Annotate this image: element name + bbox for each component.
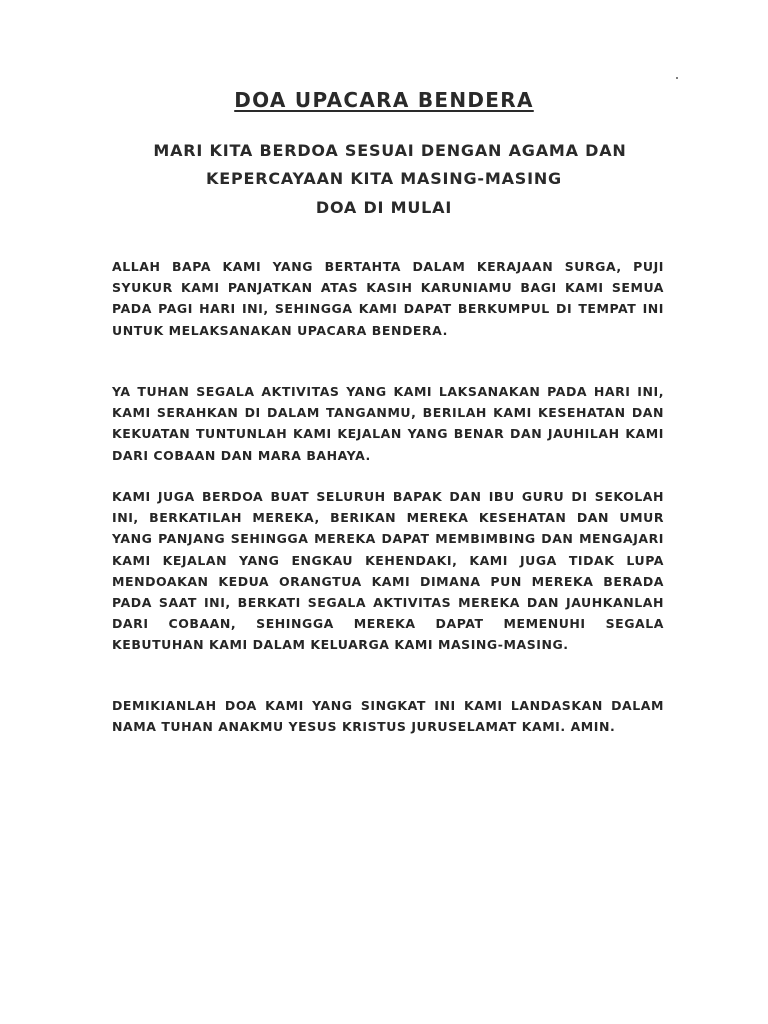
prayer-paragraph-3: KAMI JUGA BERDOA BUAT SELURUH BAPAK DAN IBU GURU DI SEKOLAH INI, BERKATILAH MEREKA, BERIKAN MEREKA KESEHATAN DAN UMUR YANG PANJANG SEHINGGA MEREKA DAPAT MEMBIMBING DAN MENGAJARI KAMI KEJALAN YANG ENGKAU KEHENDAKI, KAMI JUGA TIDAK LUPA MENDOAKAN KEDUA ORANGTUA KAMI DIMANA PUN MEREKA BERADA PADA SAAT INI, BERKATI SEGALA AKTIVITAS MEREKA DAN JAUHKANLAH DARI COBAAN, SEHINGGA MEREKA DAPAT MEMENUHI SEGALA KEBUTUHAN KAMI DALAM KELUARGA KAMI MASING-MASING. xyxy=(112,489,664,653)
subheading-line-2: KEPERCAYAAN KITA MASING-MASING xyxy=(206,169,562,188)
subheading-line-3: DOA DI MULAI xyxy=(315,198,453,217)
prayer-paragraph-4: DEMIKIANLAH DOA KAMI YANG SINGKAT INI KAMI LANDASKAN DALAM NAMA TUHAN ANAKMU YESUS KRISTUS JURUSELAMAT KAMI. AMIN. xyxy=(112,698,664,735)
page-title: DOA UPACARA BENDERA xyxy=(234,88,534,112)
scan-speck xyxy=(676,77,678,79)
subheading-line-1: MARI KITA BERDOA SESUAI DENGAN AGAMA DAN xyxy=(153,141,627,160)
prayer-paragraph-2: YA TUHAN SEGALA AKTIVITAS YANG KAMI LAKSANAKAN PADA HARI INI, KAMI SERAHKAN DI DALAM TANGANMU, BERILAH KAMI KESEHATAN DAN KEKUATAN TUNTUNLAH KAMI KEJALAN YANG BENAR DAN JAUHILAH KAMI DARI COBAAN DAN MARA BAHAYA. xyxy=(112,384,664,463)
prayer-paragraph-1: ALLAH BAPA KAMI YANG BERTAHTA DALAM KERAJAAN SURGA, PUJI SYUKUR KAMI PANJATKAN ATAS KASIH KARUNIAMU BAGI KAMI SEMUA PADA PAGI HARI INI, SEHINGGA KAMI DAPAT BERKUMPUL DI TEMPAT INI UNTUK MELAKSANAKAN UPACARA BENDERA. xyxy=(112,259,664,338)
